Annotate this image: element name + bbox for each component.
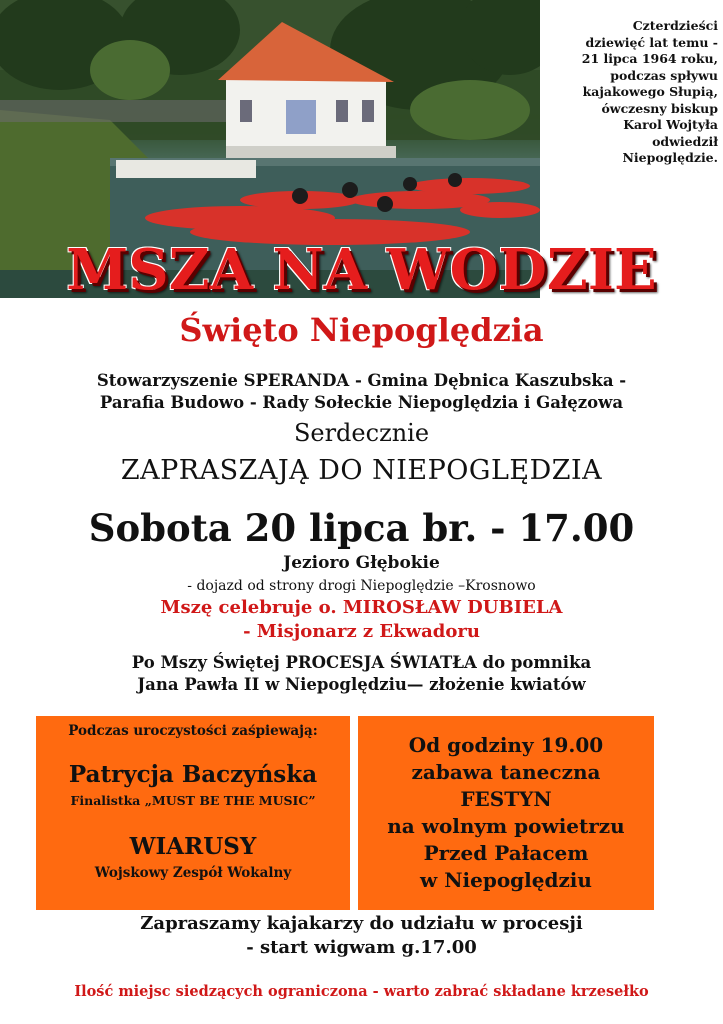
procession-line: Po Mszy Świętej PROCESJA ŚWIATŁA do pomnika: [131, 653, 592, 672]
invite-line-1: Serdecznie: [293, 419, 430, 447]
festival-line: Od godziny 19.00: [408, 733, 604, 757]
festival-line: na wolnym powietrzu: [387, 814, 625, 838]
subtitle: Święto Niepoględzia: [179, 311, 544, 349]
main-title: MSZA NA WODZIE: [66, 237, 657, 303]
history-note-line: Karol Wojtyła: [623, 117, 718, 132]
celebrant-info: [0, 596, 723, 644]
festival-line: Przed Pałacem: [423, 841, 589, 865]
invite-line-2: ZAPRASZAJĄ DO NIEPOGLĘDZIA: [120, 455, 603, 486]
route-info: - dojazd od strony drogi Niepoględzie –Krosnowo: [187, 578, 536, 594]
festival-line: FESTYN: [460, 787, 552, 811]
performer-1-desc: Finalistka „MUST BE THE MUSIC”: [70, 793, 316, 808]
celebrant-line: Mszę celebruje o. MIROSŁAW DUBIELA: [160, 597, 563, 618]
performer-2-name: WIARUSY: [129, 833, 257, 860]
kayak-line: Zapraszamy kajakarzy do udziału w procesji: [140, 913, 583, 934]
history-note-line: kajakowego Słupią,: [582, 84, 718, 99]
procession-info: [0, 652, 723, 696]
event-location: Jezioro Głębokie: [283, 553, 440, 573]
festival-line: w Niepoględziu: [420, 868, 592, 892]
organizers-line: Parafia Budowo - Rady Sołeckie Niepoględzia i Gałęzowa: [99, 393, 624, 412]
footer-note: Ilość miejsc siedzących ograniczona - warto zabrać składane krzesełko: [74, 983, 649, 1000]
kayak-line: - start wigwam g.17.00: [246, 937, 477, 958]
history-note-line: ówczesny biskup: [601, 100, 718, 116]
festival-text: [358, 732, 654, 894]
performers-heading: Podczas uroczystości zaśpiewają:: [68, 723, 318, 739]
kayak-invite: [0, 912, 723, 960]
celebrant-line: - Misjonarz z Ekwadoru: [243, 621, 480, 642]
history-note-line: odwiedził: [652, 133, 718, 149]
history-note-line: dziewięć lat temu -: [585, 34, 718, 50]
performer-1-name: Patrycja Baczyńska: [68, 761, 318, 788]
organizers: [0, 370, 723, 414]
organizers-line: Stowarzyszenie SPERANDA - Gmina Dębnica Kaszubska -: [96, 371, 627, 390]
history-note-line: 21 lipca 1964 roku,: [581, 51, 718, 66]
history-note-line: Niepoględzie.: [622, 150, 718, 165]
festival-line: zabawa taneczna: [411, 760, 601, 784]
performer-2-desc: Wojskowy Zespół Wokalny: [94, 865, 292, 881]
procession-line: Jana Pawła II w Niepoględziu— złożenie kwiatów: [137, 675, 586, 694]
event-date: Sobota 20 lipca br. - 17.00: [88, 506, 635, 550]
history-note-line: podczas spływu: [610, 67, 718, 83]
history-note-line: Czterdzieści: [632, 18, 718, 33]
history-note: [548, 18, 718, 167]
